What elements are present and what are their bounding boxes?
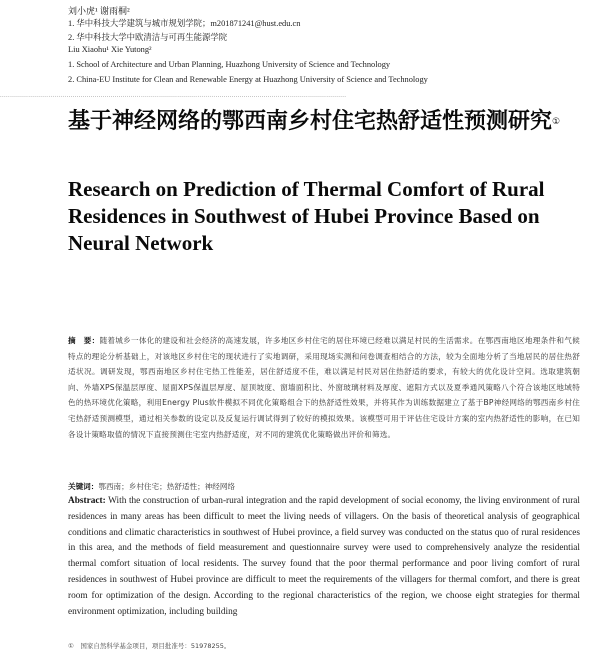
affiliation-en-2: 2. China-EU Institute for Clean and Renewable Energy at Huazhong University of Science and Technology (68, 75, 428, 84)
abstract-cn (68, 333, 580, 442)
affiliation-cn-2: 2. 华中科技大学中欧清洁与可再生能源学院 (68, 33, 228, 42)
keywords-cn (68, 481, 235, 492)
faded-header-strip: ············································································································································································ (0, 94, 347, 100)
keywords-cn-text: 鄂西南；乡村住宅；热舒适性；神经网络 (98, 482, 236, 491)
affiliation-en-1: 1. School of Architecture and Urban Planning, Huazhong University of Science and Technology (68, 60, 391, 69)
abstract-en-label: Abstract: (68, 496, 106, 506)
title-cn (68, 108, 568, 136)
affiliation-cn-1: 1. 华中科技大学建筑与城市规划学院；m201871241@hust.edu.cn (68, 19, 301, 28)
title-en: Research on Prediction of Thermal Comfort of Rural Residences in Southwest of Hubei Province Based on Neural Network (68, 177, 545, 255)
abstract-cn-text: 随着城乡一体化的建设和社会经济的高速发展，许多地区乡村住宅的居住环境已经难以满足村民的生活需求。在鄂西南地区地理条件和气候特点的理论分析基础上，对该地区乡村住宅的现状进行了实地调研，采用现场实测和问卷调查相结合的方法，较为全面地分析了当地居民的居住热舒适状况。调研发现，鄂西南地区乡村住宅热工性能差，居住舒适度不佳，难以满足村民对居住热舒适的要求，有较大的优化设计空间。选取建筑朝向、外墙XPS保温层厚度、屋面XPS保温层厚度、屋顶坡度、窗墙面积比、外窗玻璃材料及厚度、遮阳方式以及夏季通风策略八个符合该地区地域特色的热环境优化策略，利用Energy Plus软件模拟不同优化策略组合下的热舒适性效果，并将其作为训练数据建立了基于BP神经网络的鄂西南乡村住宅热舒适预测模型，通过相关参数的设定以及反复运行调试得到了较好的模拟效果。该模型可用于评估住宅设计方案的室内热舒适性的影响，在已知各设计策略取值的情况下直接预测住宅室内热舒适度，对不同的建筑优化策略做出评价和筛选。 (68, 336, 580, 439)
authors-cn: 刘小虎¹ 谢雨桐² (68, 6, 130, 16)
abstract-cn-label: 摘 要： (68, 336, 100, 345)
title-footnote-mark: ① (552, 117, 561, 127)
authors-en: Liu Xiaohu¹ Xie Yutong² (68, 45, 152, 54)
keywords-cn-label: 关键词： (68, 482, 99, 491)
abstract-en (68, 494, 580, 620)
abstract-en-text: With the construction of urban-rural integration and the rapid development of social economy, the living environment of rural residences in many areas has been difficult to meet the living needs of villagers. On the basis of theoretical analysis of geographical conditions and climatic characteristics in southwest of Hubei province, a field survey was conducted on the status quo of rural residences in this area, and the methods of field measurement and questionnaire survey were used to comprehensively analyze the residential thermal comfort situation of local residents. The survey found that the poor thermal performance and poor living comfort of rural residences in southwest of Hubei province are difficult to meet the requirements of the villagers for thermal comfort, and there is great room for optimization of the design. According to the regional characteristics of the region, we choose eight strategies for thermal environment optimization, including building (68, 496, 581, 617)
title-cn-text: 基于神经网络的鄂西南乡村住宅热舒适性预测研究 (68, 109, 553, 134)
footnote: ① 国家自然科学基金项目，项目批准号：51978255。 (68, 642, 231, 650)
